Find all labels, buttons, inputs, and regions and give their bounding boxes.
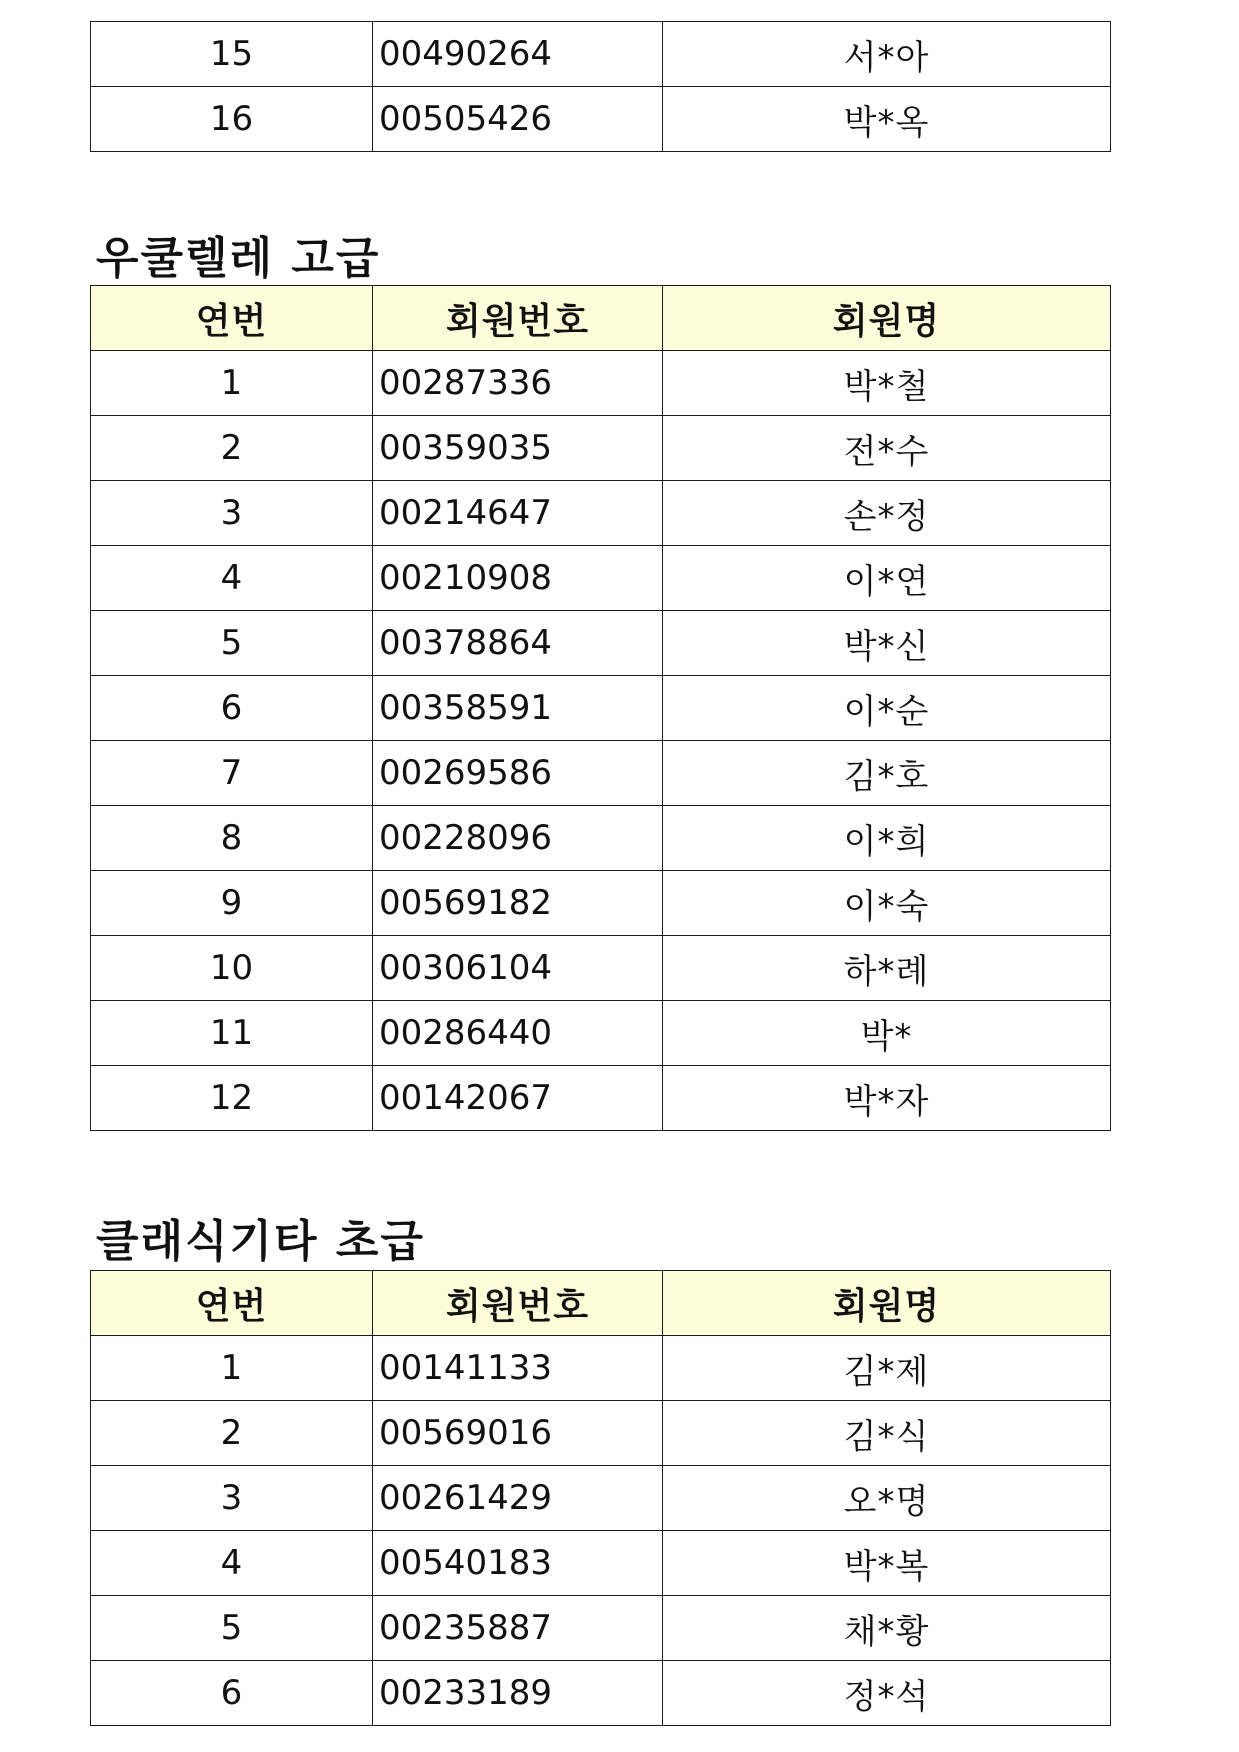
row-number: 4 bbox=[91, 546, 373, 611]
member-id: 00214647 bbox=[373, 481, 663, 546]
member-name: 이*순 bbox=[663, 676, 1111, 741]
row-number: 8 bbox=[91, 806, 373, 871]
table-row bbox=[91, 351, 1111, 416]
row-number: 7 bbox=[91, 741, 373, 806]
member-id: 00505426 bbox=[373, 87, 663, 152]
member-name: 박*옥 bbox=[663, 87, 1111, 152]
table-row bbox=[91, 1466, 1111, 1531]
member-name: 이*희 bbox=[663, 806, 1111, 871]
section-title-classical-guitar-beginner: 클래식기타 초급 bbox=[96, 1216, 425, 1267]
member-name: 하*례 bbox=[663, 936, 1111, 1001]
header-row bbox=[91, 286, 1111, 351]
row-number: 1 bbox=[91, 351, 373, 416]
row-number: 11 bbox=[91, 1001, 373, 1066]
table-row bbox=[91, 546, 1111, 611]
table-body bbox=[91, 351, 1111, 1131]
table-row bbox=[91, 871, 1111, 936]
table-row bbox=[91, 481, 1111, 546]
row-number: 16 bbox=[91, 87, 373, 152]
member-id: 00358591 bbox=[373, 676, 663, 741]
member-id: 00235887 bbox=[373, 1596, 663, 1661]
table-row bbox=[91, 1661, 1111, 1726]
column-header-member-name: 회원명 bbox=[663, 1271, 1111, 1336]
table-row bbox=[91, 87, 1111, 152]
member-id: 00540183 bbox=[373, 1531, 663, 1596]
roster-table-ukulele-advanced bbox=[90, 285, 1111, 1131]
table-row bbox=[91, 741, 1111, 806]
row-number: 15 bbox=[91, 22, 373, 87]
table-row bbox=[91, 1596, 1111, 1661]
row-number: 2 bbox=[91, 1401, 373, 1466]
row-number: 9 bbox=[91, 871, 373, 936]
column-header-member-name: 회원명 bbox=[663, 286, 1111, 351]
column-header-member-id: 회원번호 bbox=[373, 1271, 663, 1336]
row-number: 5 bbox=[91, 1596, 373, 1661]
row-number: 6 bbox=[91, 1661, 373, 1726]
member-id: 00490264 bbox=[373, 22, 663, 87]
member-id: 00142067 bbox=[373, 1066, 663, 1131]
member-name: 박*철 bbox=[663, 351, 1111, 416]
member-name: 박*신 bbox=[663, 611, 1111, 676]
member-name: 김*호 bbox=[663, 741, 1111, 806]
member-name: 손*정 bbox=[663, 481, 1111, 546]
row-number: 12 bbox=[91, 1066, 373, 1131]
row-number: 1 bbox=[91, 1336, 373, 1401]
member-id: 00141133 bbox=[373, 1336, 663, 1401]
member-id: 00569016 bbox=[373, 1401, 663, 1466]
member-name: 정*석 bbox=[663, 1661, 1111, 1726]
member-name: 박* bbox=[663, 1001, 1111, 1066]
member-name: 김*식 bbox=[663, 1401, 1111, 1466]
member-id: 00569182 bbox=[373, 871, 663, 936]
member-name: 오*명 bbox=[663, 1466, 1111, 1531]
member-id: 00269586 bbox=[373, 741, 663, 806]
table-body bbox=[91, 22, 1111, 152]
member-id: 00228096 bbox=[373, 806, 663, 871]
table-row bbox=[91, 1401, 1111, 1466]
table-row bbox=[91, 22, 1111, 87]
table-row bbox=[91, 416, 1111, 481]
table-row bbox=[91, 1336, 1111, 1401]
table-row bbox=[91, 1066, 1111, 1131]
member-id: 00359035 bbox=[373, 416, 663, 481]
roster-table-continued bbox=[90, 21, 1111, 152]
table-row bbox=[91, 611, 1111, 676]
member-id: 00378864 bbox=[373, 611, 663, 676]
column-header-member-id: 회원번호 bbox=[373, 286, 663, 351]
member-name: 박*복 bbox=[663, 1531, 1111, 1596]
table-row bbox=[91, 806, 1111, 871]
member-id: 00210908 bbox=[373, 546, 663, 611]
row-number: 3 bbox=[91, 1466, 373, 1531]
row-number: 5 bbox=[91, 611, 373, 676]
row-number: 10 bbox=[91, 936, 373, 1001]
member-name: 서*아 bbox=[663, 22, 1111, 87]
column-header-number: 연번 bbox=[91, 1271, 373, 1336]
member-name: 이*숙 bbox=[663, 871, 1111, 936]
member-name: 전*수 bbox=[663, 416, 1111, 481]
row-number: 3 bbox=[91, 481, 373, 546]
row-number: 6 bbox=[91, 676, 373, 741]
row-number: 4 bbox=[91, 1531, 373, 1596]
column-header-number: 연번 bbox=[91, 286, 373, 351]
table-row bbox=[91, 1001, 1111, 1066]
member-name: 박*자 bbox=[663, 1066, 1111, 1131]
section-title-ukulele-advanced: 우쿨렐레 고급 bbox=[96, 233, 381, 284]
header-row bbox=[91, 1271, 1111, 1336]
table-row bbox=[91, 1531, 1111, 1596]
roster-table-classical-guitar-beginner bbox=[90, 1270, 1111, 1726]
member-name: 김*제 bbox=[663, 1336, 1111, 1401]
table-body bbox=[91, 1336, 1111, 1726]
member-id: 00306104 bbox=[373, 936, 663, 1001]
member-name: 채*황 bbox=[663, 1596, 1111, 1661]
row-number: 2 bbox=[91, 416, 373, 481]
member-name: 이*연 bbox=[663, 546, 1111, 611]
member-id: 00261429 bbox=[373, 1466, 663, 1531]
table-header bbox=[91, 1271, 1111, 1336]
member-id: 00286440 bbox=[373, 1001, 663, 1066]
table-header bbox=[91, 286, 1111, 351]
table-row bbox=[91, 936, 1111, 1001]
table-row bbox=[91, 676, 1111, 741]
member-id: 00233189 bbox=[373, 1661, 663, 1726]
member-id: 00287336 bbox=[373, 351, 663, 416]
